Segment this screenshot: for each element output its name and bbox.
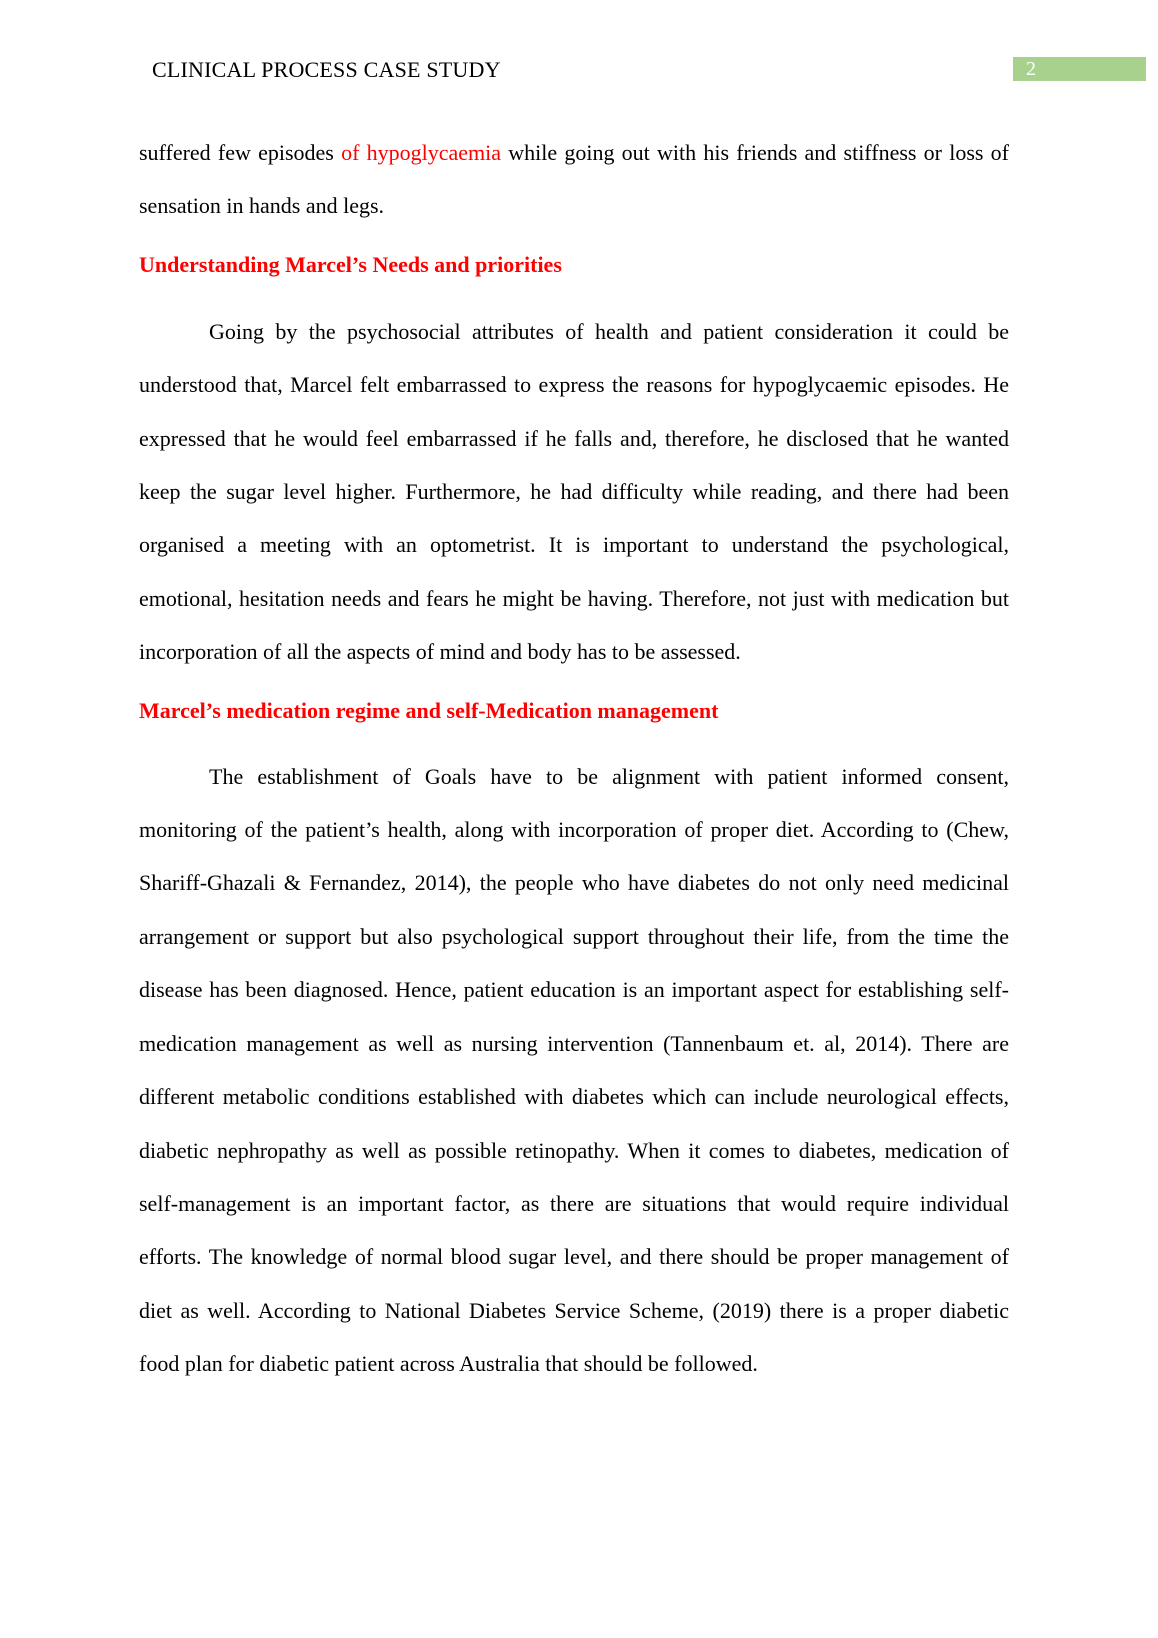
intro-highlight: of hypoglycaemia xyxy=(341,140,502,165)
section-heading-needs: Understanding Marcel’s Needs and priorities xyxy=(139,251,562,277)
document-body xyxy=(139,126,1009,1391)
page-number: 2 xyxy=(1013,57,1146,81)
running-head: CLINICAL PROCESS CASE STUDY xyxy=(152,57,501,82)
section-paragraph-needs: Going by the psychosocial attributes of health and patient consideration it could be understood that, Marcel felt embarrassed to express the reasons for hypoglycaemic episodes. He expressed that he would feel embarrassed if he falls and, therefore, he disclosed that he wanted keep the sugar level higher. Furthermore, he had difficulty while reading, and there had been organised a meeting with an optometrist. It is important to understand the psychological, emotional, hesitation needs and fears he might be having. Therefore, not just with medication but incorporation of all the aspects of mind and body has to be assessed. xyxy=(139,318,1009,665)
intro-text-before: suffered few episodes xyxy=(139,140,342,165)
section-paragraph-medication: The establishment of Goals have to be alignment with patient informed consent, monitoring of the patient’s health, along with incorporation of proper diet. According to (Chew, Shariff-Ghazali & Fernandez, 2014), the people who have diabetes do not only need medicinal arrangement or support but also psychological support throughout their life, from the time the disease has been diagnosed. Hence, patient education is an important aspect for establishing self-medication management as well as nursing intervention (Tannenbaum et. al, 2014). There are different metabolic conditions established with diabetes which can include neurological effects, diabetic nephropathy as well as possible retinopathy. When it comes to diabetes, medication of self-management is an important factor, as there are situations that would require individual efforts. The knowledge of normal blood sugar level, and there should be proper management of diet as well. According to National Diabetes Service Scheme, (2019) there is a proper diabetic food plan for diabetic patient across Australia that should be followed. xyxy=(139,763,1009,1377)
section-heading-medication: Marcel’s medication regime and self-Medication management xyxy=(139,697,719,723)
intro-text-after: while going out with his friends and stiffness or loss of sensation in hands and legs. xyxy=(139,140,1009,219)
intro-paragraph xyxy=(139,126,1009,233)
